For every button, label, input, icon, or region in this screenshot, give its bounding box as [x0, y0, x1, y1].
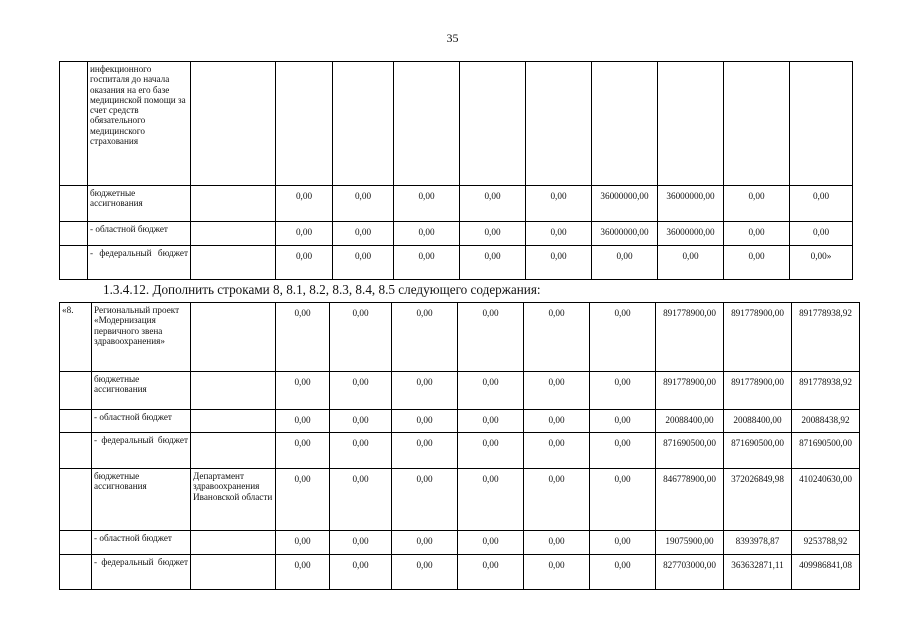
amount-cell: 409986841,08	[792, 555, 860, 590]
amount-cell: 0,00	[460, 186, 526, 222]
amount-cell: 0,00	[330, 469, 392, 531]
amount-cell: 0,00	[590, 555, 656, 590]
row-name-cell: - федеральный бюджет	[92, 433, 191, 469]
executor-cell	[191, 555, 276, 590]
amount-cell: 0,00	[724, 186, 790, 222]
amount-cell	[526, 62, 592, 186]
amount-cell: 0,00	[524, 469, 590, 531]
amount-cell: 0,00	[276, 433, 330, 469]
row-number-cell	[60, 62, 88, 186]
amount-cell: 20088438,92	[792, 410, 860, 433]
amount-cell: 0,00	[276, 246, 333, 280]
amount-cell	[790, 62, 853, 186]
amount-cell: 0,00	[524, 410, 590, 433]
amount-cell: 0,00	[276, 222, 333, 246]
row-number-cell	[60, 372, 92, 410]
amount-cell: 0,00	[590, 531, 656, 555]
amount-cell: 891778900,00	[724, 303, 792, 372]
row-name-cell: бюджетные ассигнования	[92, 469, 191, 531]
amount-cell: 0,00	[458, 372, 524, 410]
amount-cell: 0,00	[590, 303, 656, 372]
amount-cell	[276, 62, 333, 186]
amount-cell: 0,00	[392, 531, 458, 555]
row-number-cell	[60, 433, 92, 469]
amount-cell: 36000000,00	[592, 222, 658, 246]
amount-cell: 36000000,00	[658, 186, 724, 222]
amount-cell: 0,00	[790, 222, 853, 246]
amount-cell: 0,00	[458, 469, 524, 531]
row-number-cell	[60, 555, 92, 590]
row-name-cell: - областной бюджет	[88, 222, 191, 246]
amount-cell	[592, 62, 658, 186]
amount-cell: 871690500,00	[656, 433, 724, 469]
amount-cell: 0,00	[458, 531, 524, 555]
executor-cell: Департамент здравоохранения Ивановской области	[191, 469, 276, 531]
amount-cell: 0,00	[394, 222, 460, 246]
table-row	[60, 469, 860, 531]
amount-cell: 0,00	[590, 372, 656, 410]
amount-cell: 0,00	[276, 303, 330, 372]
row-name-cell: бюджетные ассигнования	[92, 372, 191, 410]
amount-cell: 846778900,00	[656, 469, 724, 531]
amount-cell: 0,00	[330, 372, 392, 410]
amendment-heading: 1.3.4.12. Дополнить строками 8, 8.1, 8.2, 8.3, 8.4, 8.5 следующего содержания:	[103, 282, 541, 297]
amount-cell: 891778900,00	[656, 303, 724, 372]
amount-cell: 0,00	[526, 222, 592, 246]
amount-cell: 0,00	[330, 303, 392, 372]
row-name-cell: - областной бюджет	[92, 410, 191, 433]
amount-cell: 0,00	[394, 246, 460, 280]
amount-cell	[333, 62, 394, 186]
table-row	[60, 62, 853, 186]
amount-cell: 0,00	[392, 303, 458, 372]
amount-cell: 19075900,00	[656, 531, 724, 555]
row-name-cell: - федеральный бюджет	[88, 246, 191, 280]
executor-cell	[191, 186, 276, 222]
amount-cell	[658, 62, 724, 186]
row-name-cell: инфекционного госпиталя до начала оказания на его базе медицинской помощи за счет средств обязательного медицинского страхования	[88, 62, 191, 186]
amount-cell: 0,00	[724, 222, 790, 246]
amount-cell: 0,00	[524, 372, 590, 410]
amount-cell: 0,00	[392, 433, 458, 469]
amount-cell: 0,00	[460, 246, 526, 280]
table-row	[60, 372, 860, 410]
amount-cell: 0,00	[590, 410, 656, 433]
amount-cell: 0,00	[392, 555, 458, 590]
table-row	[60, 222, 853, 246]
amount-cell	[394, 62, 460, 186]
amount-cell: 871690500,00	[724, 433, 792, 469]
amount-cell: 0,00	[276, 186, 333, 222]
amount-cell: 0,00»	[790, 246, 853, 280]
amount-cell: 372026849,98	[724, 469, 792, 531]
amount-cell: 0,00	[458, 303, 524, 372]
amount-cell: 0,00	[590, 469, 656, 531]
row-number-cell	[60, 222, 88, 246]
table-row	[60, 433, 860, 469]
amount-cell: 0,00	[524, 531, 590, 555]
amount-cell: 0,00	[658, 246, 724, 280]
amount-cell: 0,00	[592, 246, 658, 280]
amount-cell: 0,00	[276, 531, 330, 555]
executor-cell	[191, 62, 276, 186]
row-name-cell: бюджетные ассигнования	[88, 186, 191, 222]
amount-cell: 0,00	[524, 303, 590, 372]
amount-cell: 0,00	[590, 433, 656, 469]
row-number-cell	[60, 186, 88, 222]
amount-cell: 0,00	[392, 469, 458, 531]
page-number: 35	[446, 31, 459, 45]
amount-cell: 827703000,00	[656, 555, 724, 590]
amount-cell: 0,00	[460, 222, 526, 246]
amount-cell: 0,00	[458, 433, 524, 469]
executor-cell	[191, 531, 276, 555]
amount-cell: 0,00	[330, 555, 392, 590]
table-row	[60, 531, 860, 555]
amount-cell: 0,00	[526, 186, 592, 222]
amount-cell: 20088400,00	[724, 410, 792, 433]
budget-table-continued	[59, 61, 853, 280]
amount-cell: 0,00	[724, 246, 790, 280]
row-number-cell	[60, 410, 92, 433]
table-row	[60, 410, 860, 433]
amount-cell: 0,00	[458, 555, 524, 590]
amount-cell: 891778900,00	[724, 372, 792, 410]
amount-cell: 0,00	[276, 469, 330, 531]
executor-cell	[191, 410, 276, 433]
executor-cell	[191, 303, 276, 372]
amount-cell: 891778938,92	[792, 372, 860, 410]
amount-cell: 0,00	[458, 410, 524, 433]
amount-cell: 410240630,00	[792, 469, 860, 531]
amount-cell: 0,00	[333, 186, 394, 222]
table-row	[60, 186, 853, 222]
amount-cell	[460, 62, 526, 186]
amount-cell: 0,00	[330, 531, 392, 555]
budget-table-new-rows	[59, 302, 860, 590]
amount-cell: 20088400,00	[656, 410, 724, 433]
amount-cell: 871690500,00	[792, 433, 860, 469]
executor-cell	[191, 222, 276, 246]
row-name-cell: - федеральный бюджет	[92, 555, 191, 590]
amount-cell: 36000000,00	[592, 186, 658, 222]
amount-cell: 0,00	[392, 410, 458, 433]
row-number-cell: «8.	[60, 303, 92, 372]
row-name-cell: Региональный проект «Модернизация первичного звена здравоохранения»	[92, 303, 191, 372]
executor-cell	[191, 246, 276, 280]
amount-cell: 9253788,92	[792, 531, 860, 555]
table-row	[60, 555, 860, 590]
amount-cell: 0,00	[524, 433, 590, 469]
table-row	[60, 303, 860, 372]
executor-cell	[191, 433, 276, 469]
amount-cell: 0,00	[330, 410, 392, 433]
executor-cell	[191, 372, 276, 410]
amount-cell: 0,00	[276, 555, 330, 590]
amount-cell	[724, 62, 790, 186]
amount-cell: 0,00	[333, 246, 394, 280]
amount-cell: 0,00	[330, 433, 392, 469]
row-name-cell: - областной бюджет	[92, 531, 191, 555]
amount-cell: 36000000,00	[658, 222, 724, 246]
amount-cell: 891778938,92	[792, 303, 860, 372]
amount-cell: 8393978,87	[724, 531, 792, 555]
amount-cell: 891778900,00	[656, 372, 724, 410]
amount-cell: 0,00	[526, 246, 592, 280]
row-number-cell	[60, 531, 92, 555]
amount-cell: 0,00	[276, 410, 330, 433]
amount-cell: 0,00	[276, 372, 330, 410]
amount-cell: 0,00	[524, 555, 590, 590]
amount-cell: 0,00	[790, 186, 853, 222]
amount-cell: 0,00	[333, 222, 394, 246]
row-number-cell	[60, 469, 92, 531]
row-number-cell	[60, 246, 88, 280]
table-row	[60, 246, 853, 280]
amount-cell: 0,00	[392, 372, 458, 410]
amount-cell: 363632871,11	[724, 555, 792, 590]
amount-cell: 0,00	[394, 186, 460, 222]
